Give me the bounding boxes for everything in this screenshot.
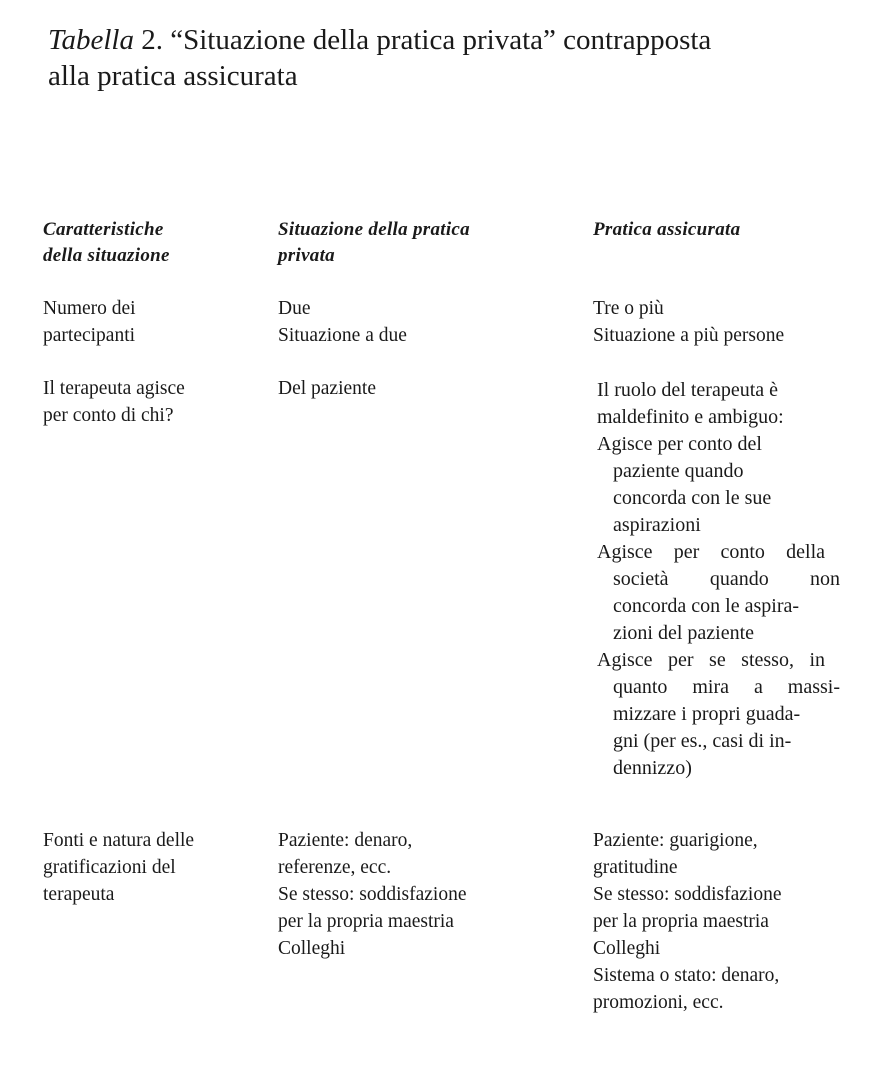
- header-characteristics: [43, 217, 170, 269]
- cell-line: Colleghi: [278, 938, 346, 959]
- caption-line-2: alla pratica assicurata: [48, 60, 298, 92]
- list-item-line: concorda con le aspira-: [613, 595, 800, 617]
- list-item-first-line: Agisce per conto del: [597, 433, 762, 455]
- cell-line: per la propria maestria: [593, 911, 769, 932]
- caption-label: Tabella: [48, 24, 134, 56]
- cell-line: Del paziente: [278, 378, 376, 399]
- cell-line: promozioni, ecc.: [593, 992, 724, 1013]
- list-item-first-line: Agisce per se stesso, in: [597, 649, 825, 671]
- cell-line: partecipanti: [43, 325, 136, 346]
- caption-text: “Situazione della pratica privata” contrapposta: [170, 24, 712, 56]
- header-private-practice: [278, 217, 470, 269]
- row-3-insured: [593, 827, 781, 1016]
- caption-line-1: [48, 22, 848, 58]
- row-3-private: [278, 827, 466, 962]
- caption-number: 2.: [141, 24, 163, 56]
- row-1-insured: [593, 295, 784, 349]
- cell-line: Due: [278, 298, 311, 319]
- header-line: Caratteristiche: [43, 219, 164, 240]
- cell-line: Colleghi: [593, 938, 661, 959]
- row-3-characteristic: [43, 827, 194, 908]
- list-item-line: aspirazioni: [613, 514, 701, 536]
- cell-line: Se stesso: soddisfazione: [278, 884, 467, 905]
- cell-line: Paziente: guarigione,: [593, 830, 758, 851]
- row-2-characteristic: [43, 375, 185, 429]
- header-line: Pratica assicurata: [593, 219, 741, 240]
- list-item-line: concorda con le sue: [613, 487, 772, 509]
- list-item-line: zioni del paziente: [613, 622, 755, 644]
- cell-line: Il terapeuta agisce: [43, 378, 185, 399]
- row-2-insured: [597, 377, 840, 782]
- list-item-line: quanto mira a massi-: [613, 676, 840, 698]
- row-2-private: [278, 375, 376, 402]
- list-item-line: società quando non: [613, 568, 840, 590]
- row-1-characteristic: [43, 295, 136, 349]
- cell-line: Il ruolo del terapeuta è: [597, 379, 779, 401]
- cell-line: maldefinito e ambiguo:: [597, 406, 784, 428]
- cell-line: Sistema o stato: denaro,: [593, 965, 780, 986]
- list-item-line: mizzare i propri guada-: [613, 703, 801, 725]
- header-line: della situazione: [43, 245, 170, 266]
- cell-line: Situazione a due: [278, 325, 407, 346]
- cell-line: per la propria maestria: [278, 911, 454, 932]
- header-line: privata: [278, 245, 335, 266]
- list-item-first-line: Agisce per conto della: [597, 541, 825, 563]
- cell-line: Numero dei: [43, 298, 136, 319]
- cell-line: Fonti e natura delle: [43, 830, 195, 851]
- cell-line: per conto di chi?: [43, 405, 174, 426]
- header-insured-practice: [593, 217, 740, 243]
- list-item-line: dennizzo): [613, 757, 692, 779]
- cell-line: referenze, ecc.: [278, 857, 392, 878]
- list-item-line: gni (per es., casi di in-: [613, 730, 792, 752]
- cell-line: Se stesso: soddisfazione: [593, 884, 782, 905]
- cell-line: terapeuta: [43, 884, 115, 905]
- cell-line: gratificazioni del: [43, 857, 176, 878]
- cell-line: Paziente: denaro,: [278, 830, 413, 851]
- cell-line: Situazione a più persone: [593, 325, 785, 346]
- list-item-line: paziente quando: [613, 460, 744, 482]
- row-1-private: [278, 295, 407, 349]
- header-line: Situazione della pratica: [278, 219, 470, 240]
- cell-line: Tre o più: [593, 298, 664, 319]
- table-caption: [48, 22, 848, 94]
- cell-line: gratitudine: [593, 857, 678, 878]
